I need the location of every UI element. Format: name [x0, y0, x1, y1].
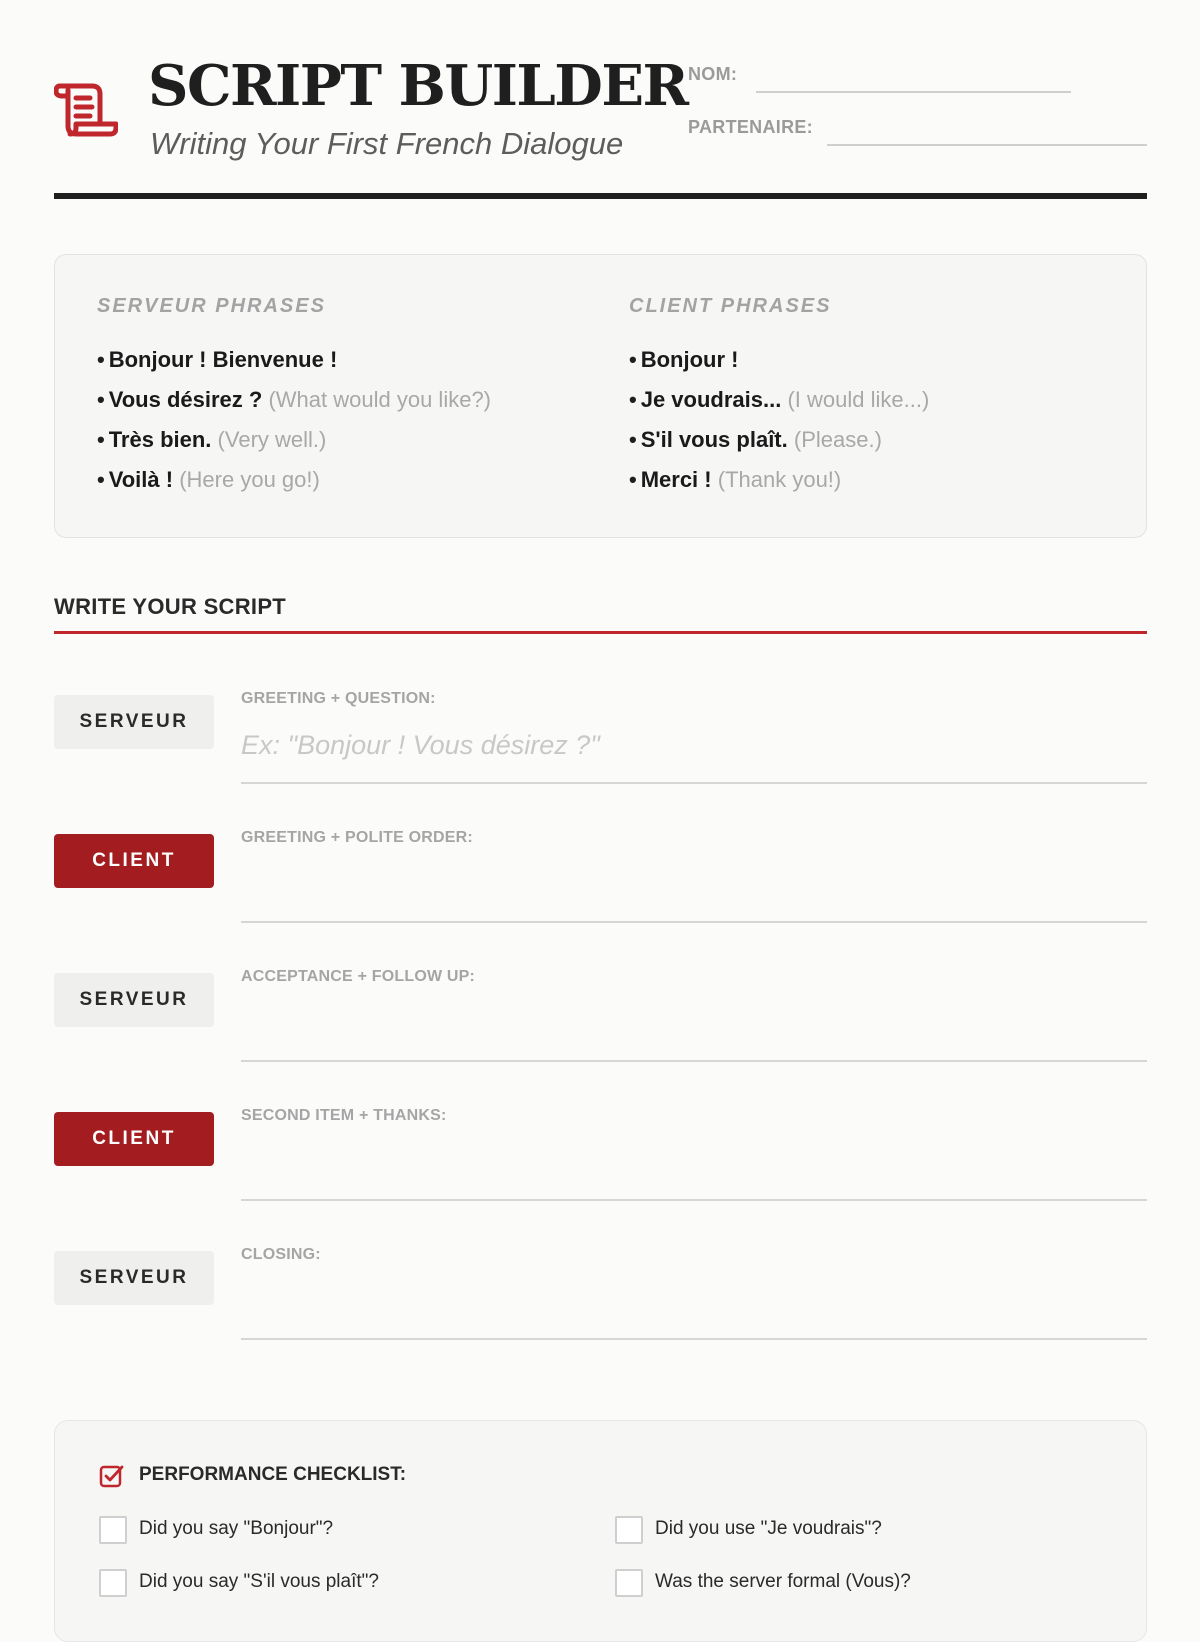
- script-section-title: WRITE YOUR SCRIPT: [54, 594, 287, 619]
- phrase-item: [629, 420, 929, 460]
- phrase-english: (Here you go!): [179, 467, 320, 492]
- checkbox-checked-icon: [99, 1463, 125, 1489]
- checklist-item-label: Did you say "S'il vous plaît"?: [139, 1571, 379, 1592]
- checklist-title: PERFORMANCE CHECKLIST:: [139, 1464, 407, 1485]
- answer-line[interactable]: [241, 1060, 1147, 1062]
- worksheet-page: [54, 0, 1147, 1592]
- phrase-english: (I would like...): [787, 387, 930, 412]
- serveur-phrases: [97, 295, 491, 500]
- line-prompt: SECOND ITEM + THANKS:: [241, 1107, 447, 1124]
- script-section-rule: [54, 631, 1147, 634]
- phrase-item: [629, 380, 929, 420]
- line-prompt: GREETING + QUESTION:: [241, 690, 436, 707]
- script-row: [54, 1246, 1147, 1346]
- phrase-english: (Thank you!): [717, 467, 842, 492]
- serveur-role-badge: SERVEUR: [54, 973, 214, 1027]
- example-placeholder: Ex: "Bonjour ! Vous désirez ?": [241, 730, 600, 760]
- bullet-icon: •: [629, 427, 637, 452]
- phrase-item: [97, 420, 491, 460]
- phrase-item: [629, 460, 929, 500]
- answer-line[interactable]: [241, 921, 1147, 923]
- phrase-french: Voilà !: [108, 467, 174, 492]
- checkbox[interactable]: [99, 1569, 127, 1597]
- serveur-phrase-list: [97, 340, 491, 500]
- header: [54, 0, 1147, 200]
- phrase-french: Très bien.: [108, 427, 212, 452]
- bullet-icon: •: [97, 387, 105, 412]
- client-role-badge: CLIENT: [54, 1112, 214, 1166]
- script-row: [54, 1107, 1147, 1207]
- client-phrase-list: [629, 340, 929, 500]
- client-phrases-heading: CLIENT PHRASES: [629, 295, 832, 317]
- client-role-badge: CLIENT: [54, 834, 214, 888]
- line-prompt: CLOSING:: [241, 1246, 321, 1263]
- checklist-item-label: Did you use "Je voudrais"?: [655, 1518, 882, 1539]
- serveur-role-badge: SERVEUR: [54, 695, 214, 749]
- partner-label: PARTENAIRE:: [688, 117, 813, 137]
- name-field[interactable]: [756, 91, 1071, 93]
- script-row: [54, 690, 1147, 790]
- performance-checklist: [54, 1420, 1147, 1642]
- phrase-french: Bonjour !: [640, 347, 739, 372]
- phrase-english: (Please.): [793, 427, 882, 452]
- line-prompt: GREETING + POLITE ORDER:: [241, 829, 473, 846]
- answer-line[interactable]: [241, 1338, 1147, 1340]
- phrase-french: Vous désirez ?: [108, 387, 263, 412]
- phrase-reference-box: [54, 254, 1147, 538]
- page-subtitle: Writing Your First French Dialogue: [150, 126, 624, 161]
- serveur-phrases-heading: SERVEUR PHRASES: [97, 295, 326, 317]
- phrase-french: Bonjour ! Bienvenue !: [108, 347, 338, 372]
- checklist-item-label: Was the server formal (Vous)?: [655, 1571, 911, 1592]
- checkbox[interactable]: [99, 1516, 127, 1544]
- bullet-icon: •: [629, 347, 637, 372]
- phrase-english: (Very well.): [217, 427, 327, 452]
- checkbox[interactable]: [615, 1569, 643, 1597]
- bullet-icon: •: [629, 387, 637, 412]
- name-label: NOM:: [688, 64, 738, 84]
- partner-field[interactable]: [827, 144, 1147, 146]
- script-row: [54, 829, 1147, 929]
- answer-line[interactable]: [241, 1199, 1147, 1201]
- checklist-item-label: Did you say "Bonjour"?: [139, 1518, 334, 1539]
- bullet-icon: •: [97, 347, 105, 372]
- bullet-icon: •: [97, 467, 105, 492]
- answer-line[interactable]: [241, 782, 1147, 784]
- page-title: SCRIPT BUILDER: [148, 53, 688, 119]
- header-divider: [54, 193, 1147, 199]
- script-row: [54, 968, 1147, 1068]
- scroll-icon: [54, 78, 118, 142]
- bullet-icon: •: [629, 467, 637, 492]
- line-prompt: ACCEPTANCE + FOLLOW UP:: [241, 968, 476, 985]
- phrase-french: Je voudrais...: [640, 387, 782, 412]
- phrase-item: [97, 460, 491, 500]
- phrase-item: [629, 340, 929, 380]
- client-phrases: [629, 295, 929, 500]
- phrase-item: [97, 380, 491, 420]
- phrase-french: S'il vous plaît.: [640, 427, 788, 452]
- phrase-english: (What would you like?): [268, 387, 492, 412]
- phrase-french: Merci !: [640, 467, 712, 492]
- checkbox[interactable]: [615, 1516, 643, 1544]
- serveur-role-badge: SERVEUR: [54, 1251, 214, 1305]
- phrase-item: [97, 340, 491, 380]
- bullet-icon: •: [97, 427, 105, 452]
